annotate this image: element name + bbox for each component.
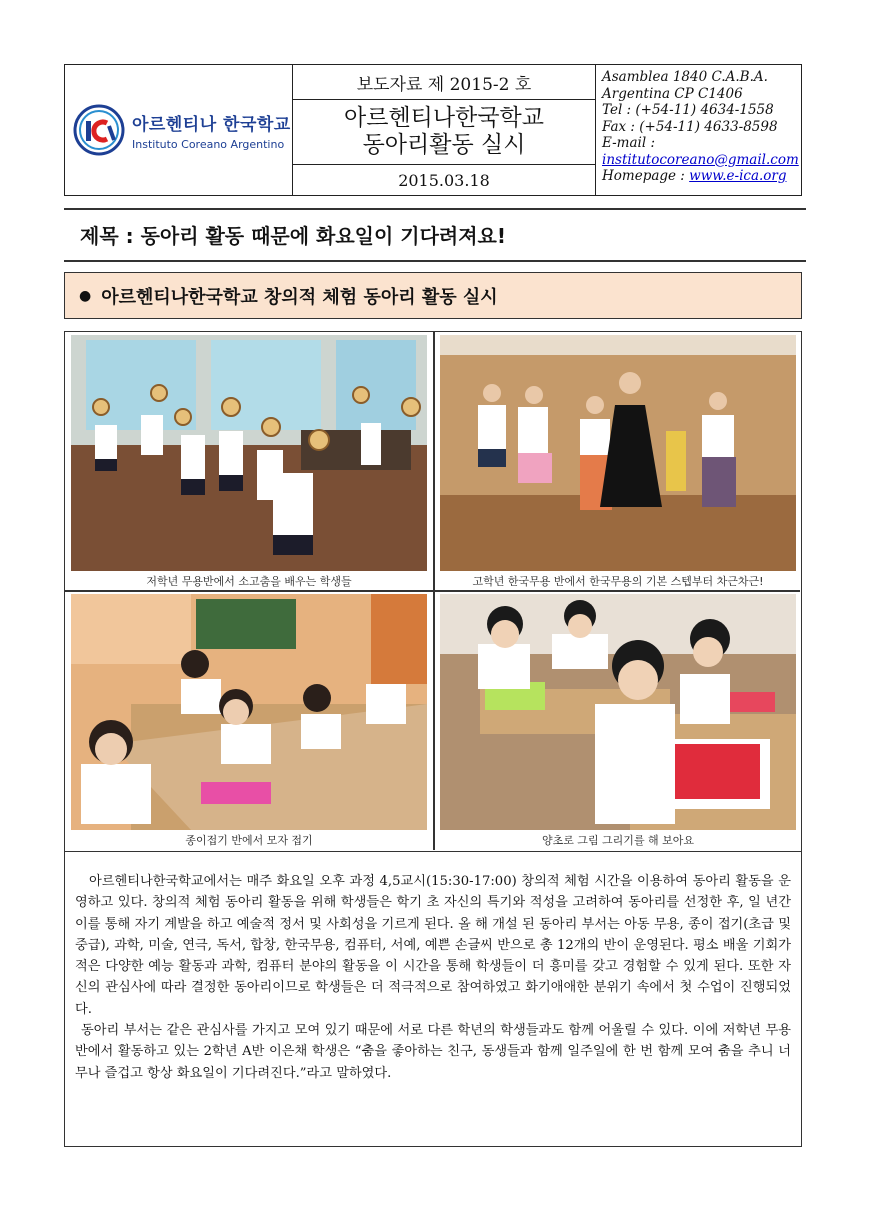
homepage-label: Homepage : <box>602 168 690 184</box>
article-paragraph-2: 동아리 부서는 같은 관심사를 가지고 모여 있기 때문에 서로 다른 학년의 학생들과도 함께 어울릴 수 있다. 이에 저학년 무용반에서 활동하고 있는 2학년 A반 이은채 학생은 “춤을 좋아하는 친구, 동생들과 함께 일주일에 한 번 함께 모여 춤을 추니 너무나 즐겁고 항상 화요일이 기다려진다.”라고 말하였다. <box>75 1023 791 1081</box>
press-date: 2015.03.18 <box>398 170 490 190</box>
press-title-line1: 아르헨티나한국학교 <box>344 105 544 131</box>
address-line1: Asamblea 1840 C.A.B.A. <box>602 69 768 85</box>
section-heading-box <box>64 272 802 319</box>
school-logo <box>65 65 293 195</box>
homepage-row <box>602 168 801 185</box>
photo-sogo-dance <box>71 335 427 571</box>
subject-heading: 제목 : 동아리 활동 때문에 화요일이 기다려져요! <box>80 224 506 248</box>
grid-divider-v <box>433 332 435 850</box>
photo-korean-dance <box>440 335 796 571</box>
email-link[interactable]: institutocoreano@gmail.com <box>602 151 799 168</box>
press-title-line2: 동아리활동 실시 <box>362 132 526 158</box>
ica-logo-icon <box>73 104 125 156</box>
press-number: 보도자료 제 2015-2 호 <box>293 65 595 100</box>
bullet-icon: ● <box>79 287 92 304</box>
article-paragraph-1: 아르헨티나한국학교에서는 매주 화요일 오후 과정 4,5교시(15:30-17:00) 창의적 체험 시간을 이용하여 동아리 활동을 운영하고 있다. 창의적 체험 동아리 활동을 위해 학생들은 학기 초 자신의 특기와 적성을 고려하여 동아리를 선정한 후, 일 년간 이를 통해 자기 계발을 하고 예술적 정서 및 사회성을 기르게 된다. 올 해 개설 된 동아리 부서는 아동 무용, 종이 접기(초급 및 중급), 과학, 미술, 연극, 독서, 합창, 한국무용, 컴퓨터, 서예, 예쁜 손글씨 반으로 총 12개의 반이 운영된다. 평소 배울 기회가 적은 다양한 예능 활동과 과학, 컴퓨터 분야의 활동을 이 시간을 통해 학생들이 더 흥미를 갖고 경험할 수 있게 된다. 또한 자신의 관심사에 따라 결정한 동아리이므로 학생들은 더 적극적으로 참여하였고 화기애애한 분위기 속에서 첫 수업이 진행되었다. <box>75 874 791 1017</box>
photo-caption-3: 종이접기 반에서 모자 접기 <box>185 834 313 847</box>
photo-grid <box>64 331 802 852</box>
photo-caption-2: 고학년 한국무용 반에서 한국무용의 기본 스텝부터 차근차근! <box>472 575 764 588</box>
photo-caption-4: 양초로 그림 그리기를 해 보아요 <box>541 834 695 847</box>
photo-crayon-drawing <box>440 594 796 830</box>
photo-origami <box>71 594 427 830</box>
contact-info <box>596 65 801 195</box>
address-line2: Argentina CP C1406 <box>602 85 743 102</box>
press-header <box>64 64 802 196</box>
section-heading: 아르헨티나한국학교 창의적 체험 동아리 활동 실시 <box>101 286 498 308</box>
press-title-block <box>293 65 596 195</box>
logo-name-korean: 아르헨티나 한국학교 <box>132 114 291 135</box>
divider-subject <box>64 260 806 262</box>
homepage-link[interactable]: www.e-ica.org <box>689 168 787 184</box>
fax: Fax : (+54-11) 4633-8598 <box>602 118 778 135</box>
tel: Tel : (+54-11) 4634-1558 <box>602 102 774 118</box>
divider-top <box>64 208 806 210</box>
article-body <box>64 851 802 1147</box>
logo-name-spanish: Instituto Coreano Argentino <box>132 137 285 151</box>
press-title <box>293 100 595 165</box>
photo-caption-1: 저학년 무용반에서 소고춤을 배우는 학생들 <box>146 575 352 588</box>
email-label: E-mail : <box>602 135 655 151</box>
